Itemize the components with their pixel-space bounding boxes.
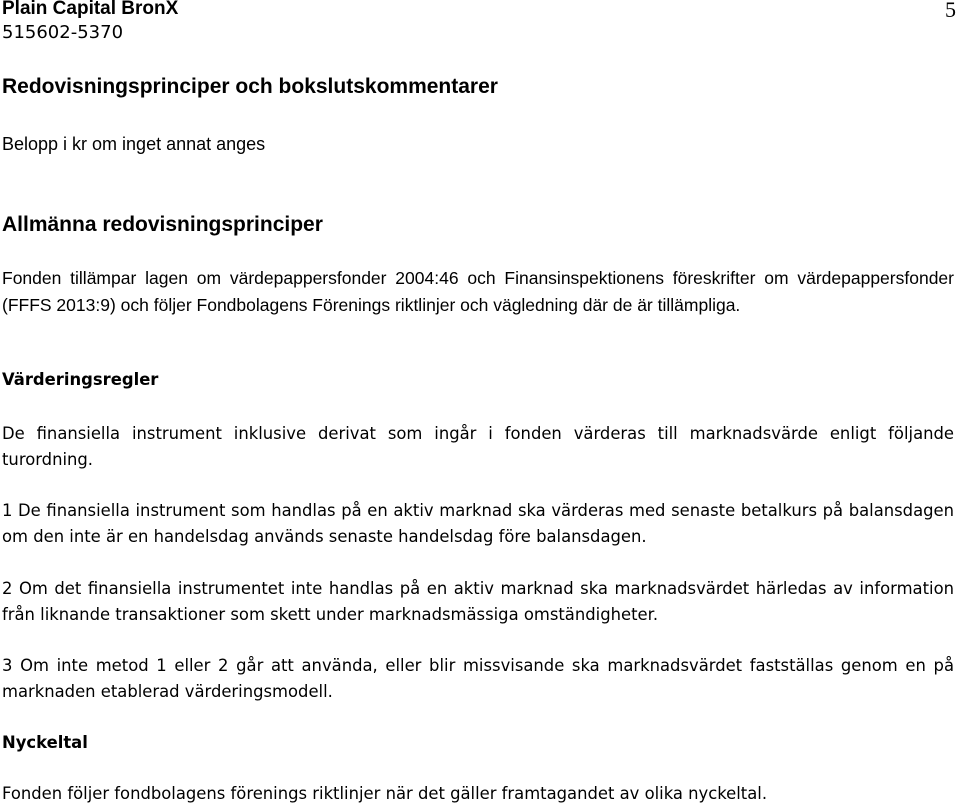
valuation-rule-1: 1 De finansiella instrument som handlas på en aktiv marknad ska värderas med senaste betalkurs på balansdagen om den inte är en handelsdag används senaste handelsdag före balansdagen.: [2, 501, 954, 546]
section-heading-general: Allmänna redovisningsprinciper: [2, 213, 323, 236]
section-heading-valuation: Värderingsregler: [2, 370, 159, 389]
org-number: 515602-5370: [2, 22, 124, 43]
valuation-rule-2: 2 Om det finansiella instrumentet inte handlas på en aktiv marknad ska marknadsvärdet härledas av information från liknande transaktioner som skett under marknadsmässiga omständigheter.: [2, 579, 954, 624]
page-number: 5: [945, 0, 956, 22]
section-heading-key-figures: Nyckeltal: [2, 733, 88, 752]
page-title: Redovisningsprinciper och bokslutskommentarer: [2, 75, 498, 98]
general-principles-text: Fonden tillämpar lagen om värdepappersfonder 2004:46 och Finansinspektionens föreskrifter om värdepappersfonder (FFFS 2013:9) och följer Fondbolagens Förenings riktlinjer och vägledning där de är tillämpliga.: [2, 268, 954, 315]
valuation-rule-3: 3 Om inte metod 1 eller 2 går att använda, eller blir missvisande ska marknadsvärdet fastställas genom en på marknaden etablerad värderingsmodell.: [2, 656, 954, 701]
valuation-intro-text: De finansiella instrument inklusive derivat som ingår i fonden värderas till marknadsvärde enligt följande turordning.: [2, 424, 954, 469]
amount-note: Belopp i kr om inget annat anges: [2, 134, 266, 154]
key-figures-text: Fonden följer fondbolagens förenings riktlinjer när det gäller framtagandet av olika nyckeltal.: [2, 784, 768, 803]
company-name: Plain Capital BronX: [2, 0, 179, 19]
